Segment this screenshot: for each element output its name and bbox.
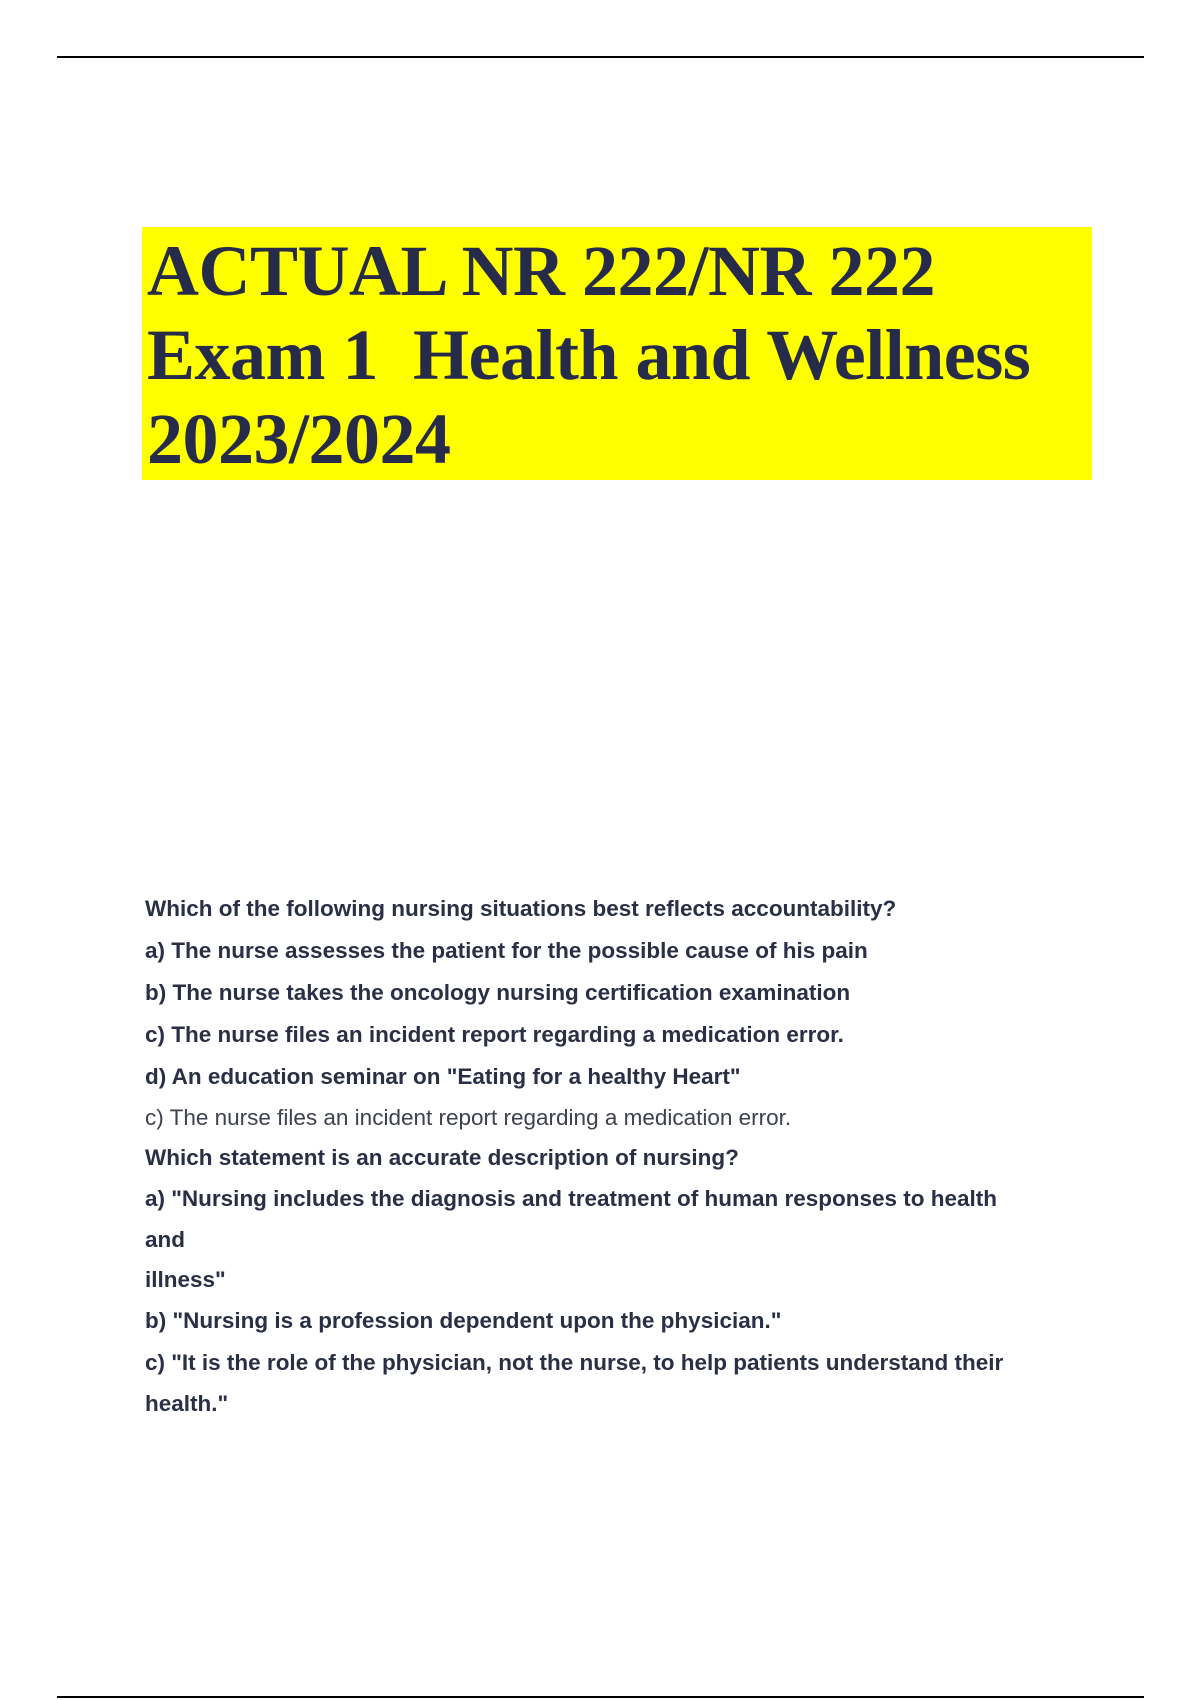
question-1-option-c: c) The nurse files an incident report regarding a medication error. [145, 1022, 844, 1047]
title-line-1: ACTUAL NR 222/NR 222 [147, 231, 936, 311]
title-line-2: Exam 1 Health and Wellness [147, 315, 1031, 395]
question-2-option-a: a) "Nursing includes the diagnosis and treatment of human responses to health [145, 1186, 998, 1211]
top-rule [57, 56, 1144, 58]
question-2-option-c: c) "It is the role of the physician, not the nurse, to help patients understand their [145, 1350, 1004, 1375]
question-2-option-a-cont-1: and [145, 1227, 186, 1252]
document-title [147, 229, 1088, 481]
question-2-option-a-cont-2: illness" [145, 1267, 226, 1292]
question-2-option-b: b) "Nursing is a profession dependent upon the physician." [145, 1308, 782, 1333]
bottom-rule [57, 1696, 1144, 1698]
question-1-option-a: a) The nurse assesses the patient for the possible cause of his pain [145, 938, 868, 963]
question-list [145, 888, 1085, 1424]
question-1-option-d: d) An education seminar on "Eating for a healthy Heart" [145, 1064, 741, 1089]
question-1-answer: c) The nurse files an incident report regarding a medication error. [145, 1105, 792, 1130]
question-1: Which of the following nursing situations best reflects accountability? [145, 896, 897, 921]
question-1-option-b: b) The nurse takes the oncology nursing certification examination [145, 980, 851, 1005]
question-2-option-c-cont: health." [145, 1391, 229, 1416]
question-2: Which statement is an accurate description of nursing? [145, 1145, 739, 1170]
title-highlight [142, 227, 1092, 480]
title-line-3: 2023/2024 [147, 399, 451, 479]
